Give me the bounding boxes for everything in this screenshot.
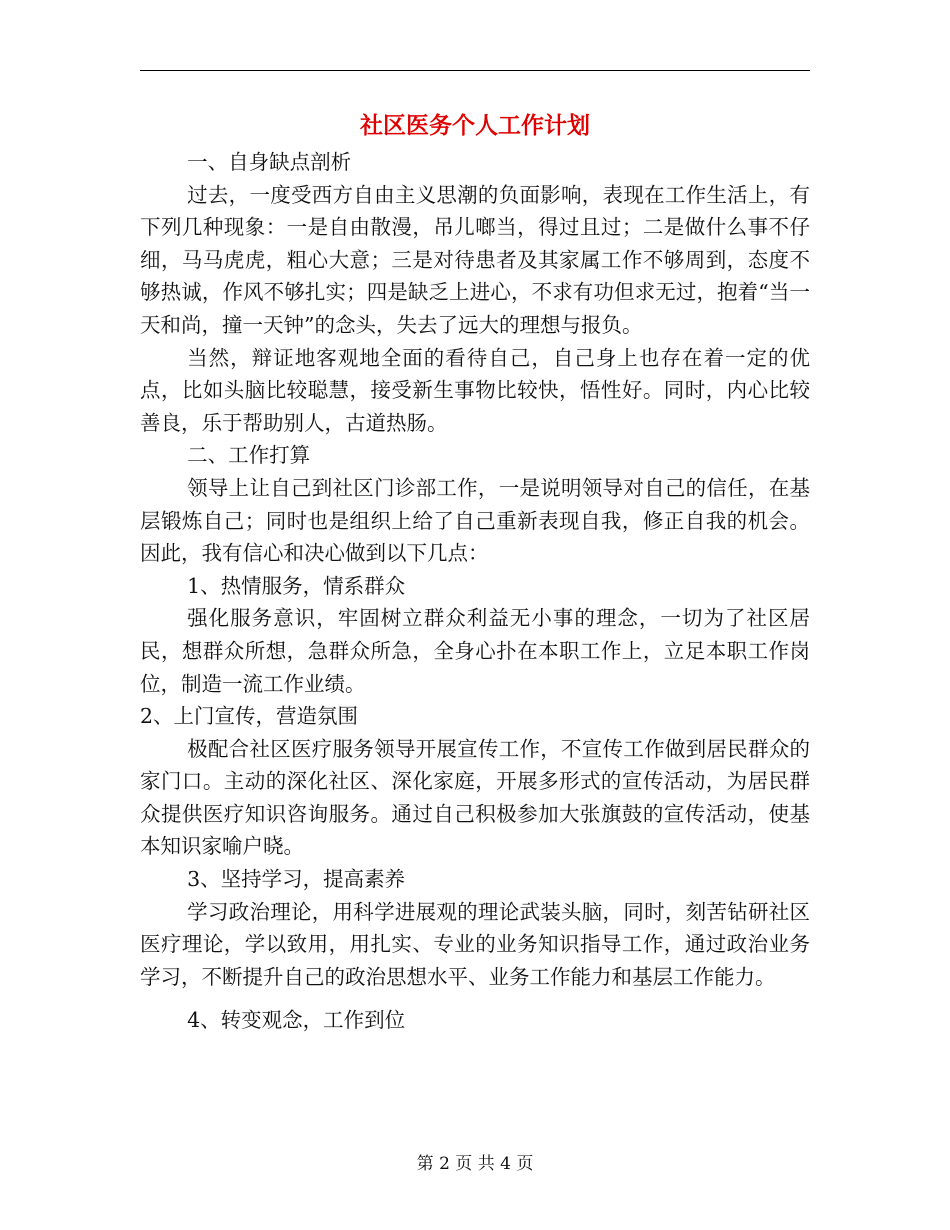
subheading-service: 1、热情服务，情系群众 [187,573,406,598]
section-heading-work-plan: 二、工作打算 [187,443,311,468]
subheading-publicity: 2、上门宣传，营造氛围 [140,704,359,729]
section-heading-weaknesses: 一、自身缺点剖析 [187,150,352,174]
header-rule [140,70,810,71]
paragraph-assignment: 领导上让自己到社区门诊部工作，一是说明领导对自己的信任，在基层锻炼自己；同时也是组织上给了自己重新表现自我，修正自我的机会。因此，我有信心和决心做到以下几点： [140,475,810,566]
paragraph-study: 学习政治理论，用科学进展观的理论武装头脑，同时，刻苦钻研社区医疗理论，学以致用，用扎实、专业的业务知识指导工作，通过政治业务学习，不断提升自己的政治思想水平、业务工作能力和基层工作能力。 [140,899,810,989]
page-number-footer: 第 2 页 共 4 页 [416,1154,534,1174]
subheading-study: 3、坚持学习，提高素养 [187,867,406,892]
paragraph-strengths: 当然，辩证地客观地全面的看待自己，自己身上也存在着一定的优点，比如头脑比较聪慧，接受新生事物比较快，悟性好。同时，内心比较善良，乐于帮助别人，古道热肠。 [140,345,810,435]
subheading-attitude: 4、转变观念，工作到位 [187,1008,406,1033]
document-title: 社区医务个人工作计划 [360,112,590,139]
paragraph-past-issues: 过去，一度受西方自由主义思潮的负面影响，表现在工作生活上，有下列几种现象：一是自由散漫，吊儿啷当，得过且过；二是做什么事不仔细，马马虎虎，粗心大意；三是对待患者及其家属工作不够周到，态度不够热诚，作风不够扎实；四是缺乏上进心，不求有功但求无过，抱着“当一天和尚，撞一天钟”的念头，失去了远大的理想与报负。 [140,182,810,337]
paragraph-service: 强化服务意识，牢固树立群众利益无小事的理念，一切为了社区居民，想群众所想，急群众所急，全身心扑在本职工作上，立足本职工作岗位，制造一流工作业绩。 [140,606,810,696]
document-body [140,146,810,1037]
paragraph-publicity: 极配合社区医疗服务领导开展宣传工作，不宣传工作做到居民群众的家门口。主动的深化社区、深化家庭，开展多形式的宣传活动，为居民群众提供医疗知识咨询服务。通过自己积极参加大张旗鼓的宣传活动，使基本知识家喻户晓。 [140,736,810,859]
